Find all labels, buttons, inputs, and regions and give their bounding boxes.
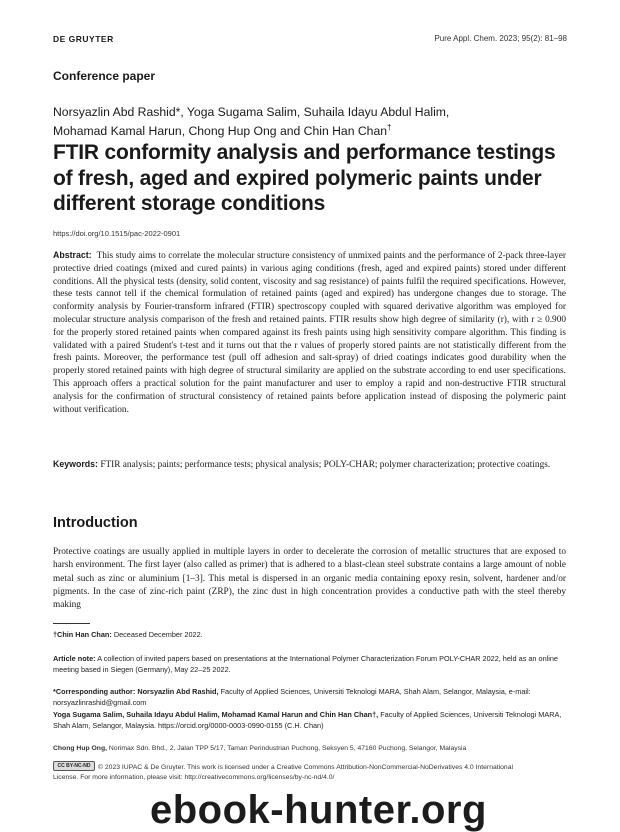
footnote-deceased-label: †Chin Han Chan: [53, 630, 112, 639]
dagger-mark: † [387, 123, 392, 132]
license-block [53, 762, 566, 783]
license-line-2[interactable]: License. For more information, please visit: http://creativecommons.org/licenses/by-nc-nd/4.0/ [53, 773, 335, 781]
journal-citation: Pure Appl. Chem. 2023; 95(2): 81–98 [434, 34, 567, 43]
footnote-corr-label: *Corresponding author: Norsyazlin Abd Rashid, [53, 687, 219, 696]
authors-line-2: Mohamad Kamal Harun, Chong Hup Ong and Chin Han Chan [53, 124, 387, 139]
introduction-text: Protective coatings are usually applied in multiple layers in order to decelerate the corrosion of metallic structures that are exposed to harsh environment. The first layer (also called as primer) that is adhered to a blast-clean steel substrate contains a large amount of noble metal such as zinc or aluminium [1–3]. This metal is dispersed in an organic media containing epoxy resin, solvent, hardener and/or pigments. In the case of zinc-rich paint (ZRP), the zinc dust in high concentration provides a conductive path with the steel thereby making [53, 547, 566, 611]
footnote-corr-text: Faculty of Applied Sciences, Universiti Teknologi MARA, Shah Alam, Selangor, Malaysia, e-mail: norsyazlinrashid@gmail.com [53, 687, 531, 707]
keywords-text: FTIR analysis; paints; performance tests; physical analysis; POLY-CHAR; polymer characterization; protective coatings. [100, 460, 551, 470]
footnote-affil-text: Faculty of Applied Sciences, Universiti Teknologi MARA, Shah Alam, Selangor, Malaysia. https://orcid.org/0000-0003-0990-0155 (C.H. Chan) [53, 710, 562, 730]
cc-license-icon[interactable]: CC BY-NC-ND [53, 761, 95, 771]
introduction-heading: Introduction [53, 515, 138, 531]
footnote-note-text: A collection of invited papers based on presentations at the International Polymer Characterization Forum POLY-CHAR 2022, held as an online meeting based in Siegen (Germany), May 22–25 2022. [53, 654, 558, 674]
paper-title: FTIR conformity analysis and performance testings of fresh, aged and expired polymeric paints under different storage conditions [53, 141, 556, 215]
abstract [53, 249, 566, 416]
abstract-text: This study aims to correlate the molecular structure consistency of unmixed paints and the performance of 2-pack three-layer protective dried coatings (mixed and cured paints) in various aging conditions (fresh, aged and expired paints) stored under different conditions. All the physical tests (density, solid content, viscosity and sag resistance) of paints fulfil the required specifications. However, these tests cannot tell if the chemical formulation of retained paints (aged and expired) has undergone changes due to storage. The conformity analysis by Fourier-transform infrared (FTIR) spectroscopy coupled with squared derivative algorithm was employed for molecular structure analysis comparison of the fresh and retained paints. FTIR results show high degree of similarity (r), with r ≥ 0.900 for the properly stored retained paints when compared against its fresh paints using high sensitivity compare algorithm. This finding is validated with a paired Student's t-test and it turns out that the r values of properly stored paints are not statistically different from the fresh paints. Moreover, the performance test (pull off adhesion and salt-spray) of dried coatings indicates good durability when the properly stored retained paints with high degree of structural similarity are applied on the substrate according to end user specifications. This approach offers a practical solution for the paint manufacturer and user to employ a rapid and non-destructive FTIR structural analysis for the confirmation of structural consistency of retained paints before application instead of disposing the polymeric paint without verification. [53, 251, 566, 415]
publisher-name: DE GRUYTER [53, 34, 114, 44]
footnote-deceased-text: Deceased December 2022. [113, 630, 203, 639]
keywords [53, 458, 566, 472]
doi-link[interactable]: https://doi.org/10.1515/pac-2022-0901 [53, 229, 181, 238]
footnote-note-label: Article note: [53, 654, 96, 663]
footnote-corresponding-author [53, 687, 566, 708]
author-list [53, 104, 573, 139]
footnote-affil-label: Yoga Sugama Salim, Suhaila Idayu Abdul Halim, Mohamad Kamal Harun and Chin Han Chan†, [53, 710, 379, 719]
footnote-ong-text: Norimax Sdn. Bhd., 2, Jalan TPP 5/17, Taman Perindustrian Puchong, Seksyen 5, 47160 Puchong, Selangor, Malaysia [108, 745, 467, 752]
license-line-1: © 2023 IUPAC & De Gruyter. This work is licensed under a Creative Commons Attribution-NonCommercial-NoDerivatives 4.0 International [98, 763, 514, 771]
footnote-ong [53, 744, 566, 754]
paper-type: Conference paper [53, 69, 156, 83]
authors-line-1: Norsyazlin Abd Rashid*, Yoga Sugama Salim, Suhaila Idayu Abdul Halim, [53, 105, 450, 119]
footnote-ong-label: Chong Hup Ong, [53, 745, 107, 752]
watermark: ebook-hunter.org [150, 788, 487, 832]
footnote-article-note [53, 654, 566, 675]
keywords-label: Keywords: [53, 459, 98, 469]
footnote-divider [53, 623, 90, 624]
footnote-deceased [53, 630, 566, 641]
abstract-label: Abstract: [53, 250, 92, 260]
footnote-affiliations [53, 710, 566, 731]
